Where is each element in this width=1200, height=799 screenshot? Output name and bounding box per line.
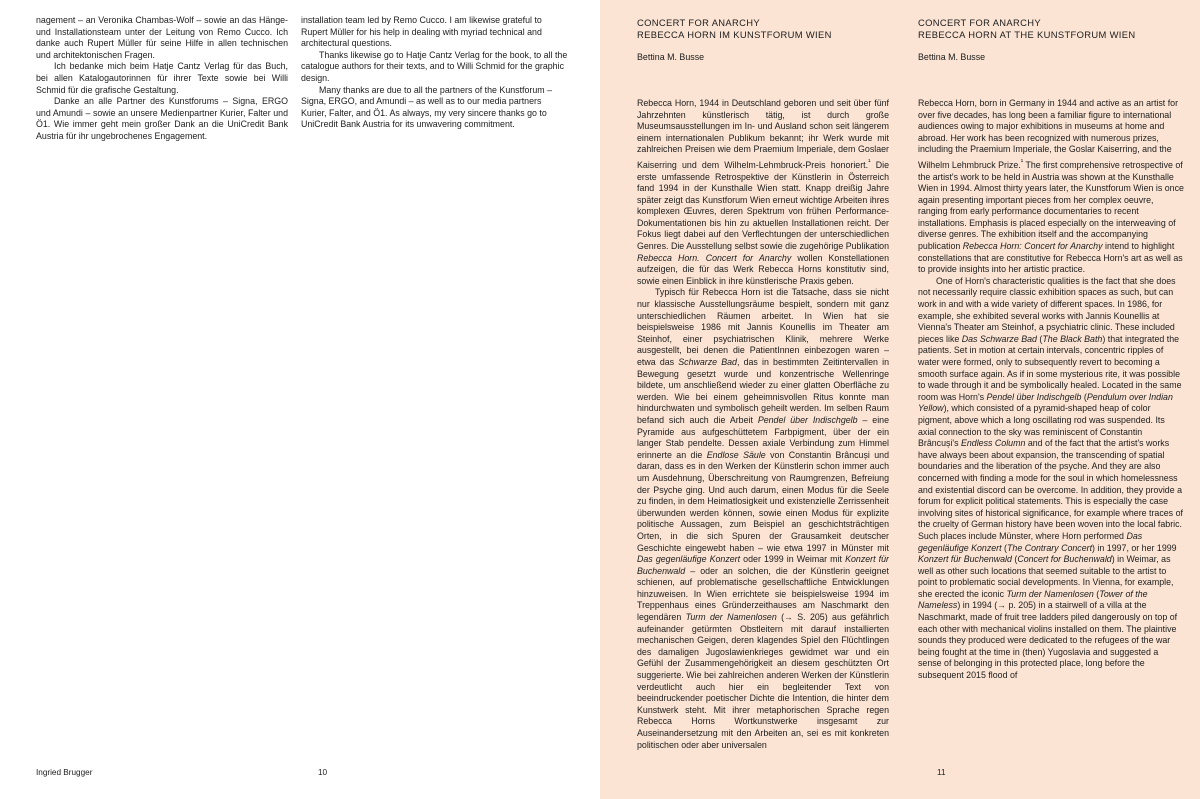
- paragraph: One of Horn's characteristic qualities is the fact that she does not necessarily require classic exhibition spaces as such, but can work in and with a wide variety of different spaces. In 1986, for example, she exhibited several works with Jannis Kounellis at Vienna's Theater am Steinhof, a psychiatric clinic. These included pieces like Das Schwarze Bad (The Black Bath) that integrated the patients. Set in motion at certain intervals, concentric ripples of water were formed, only to subsequently revert to becoming a smooth surface again. As if in some mysterious rite, it was possible to wade through it and be symbolically healed. Located in the same room was Horn's Pendel über Indischgelb (Pendulum over Indian Yellow), which consisted of a pyramid-shaped heap of color pigment, above which a long oscillating rod was suspended. Its axial connection to the sky was reminiscent of Constantin Brâncuși's Endless Column and of the fact that the artist's works have always been about expansion, the transcending of spatial boundaries and the liberation of the psyche. And they are also concerned with finding a mode for the soul in which homelessness and existential discord can be overcome. In addition, they provide a forum for explicit political statements. This is especially the case involving sites of historical significance, for example where traces of the cruelty of German history have been woven into the local fabric. Such places include Münster, where Horn performed Das gegenläufige Konzert (The Contrary Concert) in 1997, or her 1999 Konzert für Buchenwald (Concert for Buchenwald) in Weimar, as well as other such locations that seemed suitable to the artist to point to problematic social developments. In Vienna, for example, she erected the iconic Turm der Namenlosen (Tower of the Nameless) in 1994 (→ p. 205) in a stairwell of a villa at the Naschmarkt, made of fruit tree ladders piled dangerously on top of each other with mechanical violins installed on them. The plaintive sounds they produced were dedicated to the refugees of the war being fought at the time in (then) Yugoslavia and suggested a sense of belonging in this protected place, long before the subsequent 2015 flood of: [918, 275, 1183, 681]
- english-author: Bettina M. Busse: [918, 52, 986, 62]
- page-number-right: 11: [937, 768, 946, 777]
- page-number-left: 10: [318, 768, 328, 777]
- paragraph: Typisch für Rebecca Horn ist die Tatsache, dass sie nicht nur klassische Ausstellungsräume bespielt, sondern mit ganz unterschiedlichen Räumen arbeitet. In Wien hat sie beispielsweise 1986 mit Jannis Kounellis im Theater am Steinhof, einer psychiatrischen Klinik, mehrere Werke ausgestellt, bei denen die PatientInnen einbezogen waren – etwa das Schwarze Bad, das in bestimmten Zeitintervallen in Bewegung gesetzt wurde und konzentrische Wellenringe bildete, um anschließend wieder zu einer glatten Oberfläche zu werden. Wie bei einem geheimnisvollen Ritus konnte man hindurchwaten und symbolisch geheilt werden. Im selben Raum befand sich auch die Arbeit Pendel über Indischgelb – eine Pyramide aus aufgeschüttetem Farbpigment, über der ein langer Stab pendelte. Dessen axiale Verbindung zum Himmel erinnerte an die Endlose Säule von Constantin Brâncuși und daran, dass es in den Werken der Künstlerin schon immer auch um Ausdehnung, Überschreitung von Raumgrenzen, Befreiung der Psyche ging. Und auch darum, einen Modus für die Seele zu finden, in dem Heimatlosigkeit und existenzielle Zerrissenheit überwunden werden können, sowie einen Modus für explizite politische Aussagen, zum Beispiel an geschichtsträchtigen Orten, in die sich Spuren der Grausamkeit deutscher Geschichte eingewebt haben – wie etwa 1997 in Münster mit Das gegenläufige Konzert oder 1999 in Weimar mit Konzert für Buchenwald – oder an solchen, die der Künstlerin geeignet schienen, auf problematische gesellschaftliche Entwicklungen hinzuweisen. In Wien errichtete sie beispielsweise 1994 im Treppenhaus eines Gründerzeithauses am Naschmarkt den legendären Turm der Namenlosen (→ S. 205) aus gefährlich aufeinander getürmten Obstleitern mit darauf installierten mechanischen Geigen, deren klagendes Spiel den Flüchtlingen des damaligen Jugoslawienkrieges gewidmet war und ein Gefühl der Zusammengehörigkeit an diesem geschützten Ort suggerierte. Wie bei zahlreichen anderen Werken der Künstlerin verdeutlicht auch hier ein begleitender Text von beeindruckender poetischer Dichte die Intention, die hinter dem Kunstwerk steht. Mit ihrer metaphorischen Sprache regen Rebecca Horns Wortkunstwerke insgesamt zur Auseinandersetzung mit den Arbeiten an, sei es mit konkreten politischen oder aber universalen: [637, 287, 889, 750]
- footer-author: Ingried Brugger: [36, 768, 93, 777]
- paragraph: Thanks likewise go to Hatje Cantz Verlag for the book, to all the catalogue authors for their texts, and to Willi Schmid for the graphic design.: [301, 49, 568, 83]
- title-line: CONCERT FOR ANARCHY: [637, 17, 760, 28]
- german-title: [637, 17, 897, 40]
- german-body-column: [637, 98, 889, 756]
- title-line: REBECCA HORN IM KUNSTFORUM WIEN: [637, 28, 832, 40]
- paragraph: nagement – an Veronika Chambas-Wolf – sowie an das Hänge- und Installationsteam unter der Leitung von Remo Cucco. Ich danke auch Rupert Müller für seine Hilfe in allen technischen und architektonischen Fragen.: [36, 15, 288, 60]
- paragraph: Many thanks are due to all the partners of the Kunstforum – Signa, ERGO, and Amundi – as well as to our media partners Kurier, Falter, and Ö1. As always, my very sincere thanks go to UniCredit Bank Austria for its unwavering commitment.: [301, 84, 553, 130]
- right-page: [600, 0, 1200, 799]
- left-english-column: [301, 15, 569, 155]
- paragraph: Rebecca Horn, 1944 in Deutschland geboren und seit über fünf Jahrzehnten künstlerisch tätig, ist durch große Museumsausstellungen im In- und Ausland schon seit längerem einem internationalen Publikum bekannt; ihr Werk wurde mit zahlreichen Preisen wie dem Praemium Imperiale, dem Goslaer Kaiserring und dem Wilhelm-Lehmbruck-Preis honoriert.$^{^1}$ Die erste umfassende Retrospektive der Künstlerin in Österreich fand 1994 in der Kunsthalle Wien statt. Knapp dreißig Jahre später zeigt das Kunstforum Wien erneut wichtige Arbeiten ihres komplexen Œuvres, deren Spektrum von frühen Performance-Dokumentationen bis hin zu aktuellen Installationen reicht. Der Fokus liegt dabei auf den Verflechtungen der unterschiedlichen Genres. Die Ausstellung selbst sowie die zugehörige Publikation Rebecca Horn. Concert for Anarchy wollen Konstellationen aufzeigen, die für das Werk Rebecca Horns konstitutiv sind, sowie einen Einblick in ihre künstlerische Praxis geben.: [637, 98, 889, 286]
- english-body-column: [918, 98, 1184, 756]
- left-german-column: [36, 15, 288, 155]
- title-line: CONCERT FOR ANARCHY: [918, 17, 1041, 28]
- english-title: [918, 17, 1178, 40]
- paragraph: Rebecca Horn, born in Germany in 1944 and active as an artist for over five decades, has long been a familiar figure to international audiences owing to major exhibitions in museums at home and abroad. Her work has been recognized with numerous prizes, including the Praemium Imperiale, the Goslar Kaiserring, and the Wilhelm Lehmbruck Prize.$^{^1}$ The first comprehensive retrospective of the artist's work to be held in Austria was shown at the Kunsthalle Wien in 1994. Almost thirty years later, the Kunstforum Wien is once again presenting important pieces from her complex oeuvre, ranging from early performance documentaries to recent installations. Emphasis is placed especially on the interweaving of diverse genres. The exhibition itself and the accompanying publication Rebecca Horn: Concert for Anarchy intend to highlight constellations that are constitutive for Rebecca Horn's art as well as to provide insights into her artistic practice.: [918, 98, 1184, 275]
- paragraph: Ich bedanke mich beim Hatje Cantz Verlag für das Buch, bei allen Katalogautorinnen für ihrer Texte sowie bei Willi Schmid für die grafische Gestaltung.: [36, 61, 288, 95]
- title-line: REBECCA HORN AT THE KUNSTFORUM WIEN: [918, 28, 1136, 40]
- german-author: Bettina M. Busse: [637, 52, 705, 62]
- paragraph: installation team led by Remo Cucco. I am likewise grateful to Rupert Müller for his help in dealing with myriad technical and architectural questions.: [301, 15, 542, 49]
- paragraph: Danke an alle Partner des Kunstforums – Signa, ERGO und Amundi – sowie an unsere Medienpartner Kurier, Falter und Ö1. Wie immer geht mein großer Dank an die UniCredit Bank Austria für ihr ungebrochenes Engagement.: [36, 96, 288, 141]
